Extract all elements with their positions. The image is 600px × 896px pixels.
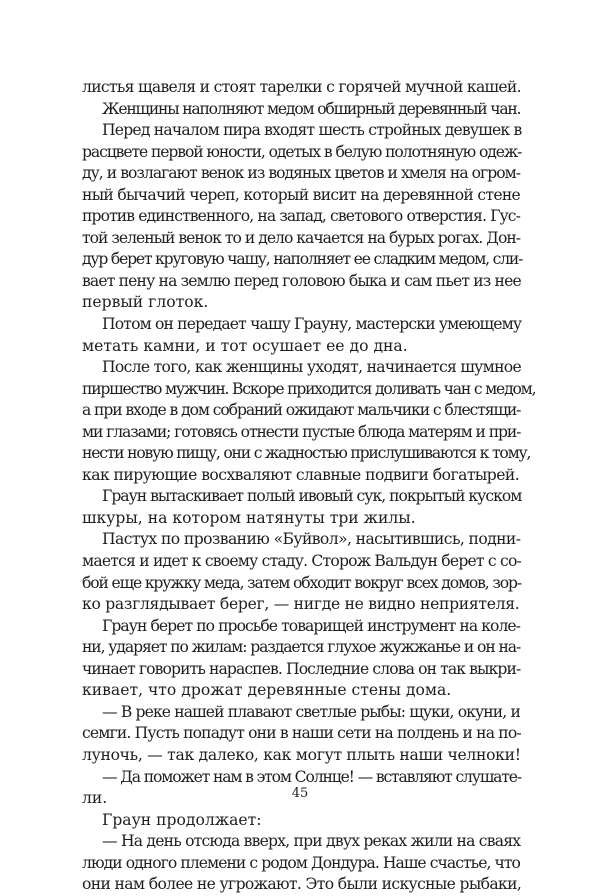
text-line: Пастух по прозванию «Буйвол», насытившись, подни-: [102, 530, 521, 549]
text-line: нести новую пищу, они с жадностью прислушиваются к тому,: [82, 444, 531, 463]
text-line: луночь, — так далеко, как могут плыть наши челноки!: [82, 745, 521, 764]
text-line: ни, ударяет по жилам: раздается глухое жужжанье и он на-: [82, 638, 521, 657]
text-line: Перед началом пира входят шесть стройных девушек в: [102, 121, 522, 140]
text-line: ко разглядывает берег, — нигде не видно неприятеля.: [82, 595, 520, 614]
text-line: ду, и возлагают венок из водяных цветов и хмеля на огром-: [82, 164, 520, 183]
text-line: как пирующие восхваляют славные подвиги богатырей.: [82, 465, 520, 484]
text-line: а при входе в дом собраний ожидают мальчики с блестящи-: [82, 401, 521, 420]
text-line: чинает говорить нараспев. Последние слова он так выкри-: [82, 659, 521, 678]
text-line: Потом он передает чашу Грауну, мастерски умеющему: [102, 315, 522, 334]
text-line: против единственного, на запад, светового отверстия. Гус-: [82, 207, 520, 226]
text-line: вает пену на землю перед головою быка и сам пьет из нее: [82, 271, 521, 290]
text-line: Граун берет по просьбе товарищей инструмент на коле-: [102, 616, 520, 635]
text-line: листья щавеля и стоят тарелки с горячей мучной кашей.: [82, 78, 521, 96]
body-text: [82, 77, 536, 896]
text-line: Граун вытаскивает полый ивовый сук, покрытый куском: [102, 487, 522, 506]
text-line: ный бычачий череп, который висит на деревянной стене: [82, 185, 521, 204]
text-line: семги. Пусть попадут они в наши сети на полдень и на по-: [82, 724, 521, 743]
text-line: дур берет круговую чашу, наполняет ее сладким медом, сли-: [82, 250, 523, 269]
text-line: — Да поможет нам в этом Солнце! — вставляют слушате-: [102, 767, 521, 786]
text-line: ми глазами; готовясь отнести пустые блюда матерям и при-: [82, 422, 521, 441]
text-line: люди одного племени с родом Дондура. Наше счастье, что: [82, 853, 520, 872]
text-line: Женщины наполняют медом обширный деревянный чан.: [102, 99, 521, 118]
text-line: кивает, что дрожат деревянные стены дома.: [82, 681, 452, 700]
text-line: — В реке нашей плавают светлые рыбы: щуки, окуни, и: [102, 702, 520, 721]
page-number: 45: [291, 786, 309, 801]
text-line: той зеленый венок то и дело качается на бурых рогах. Дон-: [82, 228, 520, 247]
text-line: они нам более не угрожают. Это были искусные рыбаки,: [82, 875, 522, 894]
text-line: расцвете первой юности, одетых в белую полотняную одеж-: [82, 142, 522, 161]
text-line: шкуры, на котором натянуты три жилы.: [82, 508, 416, 527]
text-line: ли.: [82, 789, 108, 808]
text-line: После того, как женщины уходят, начинается шумное: [102, 358, 521, 377]
text-line: — На день отсюда вверх, при двух реках жили на сваях: [102, 832, 521, 851]
text-line: пиршество мужчин. Вскоре приходится доливать чан с медом,: [82, 379, 536, 398]
text-line: первый глоток.: [82, 293, 209, 312]
text-line: Граун продолжает:: [102, 810, 262, 829]
text-line: мается и идет к своему стаду. Сторож Вальдун берет с со-: [82, 552, 521, 571]
text-line: метать камни, и тот осушает ее до дна.: [82, 336, 408, 355]
text-line: бой еще кружку меда, затем обходит вокруг всех домов, зор-: [82, 573, 521, 592]
